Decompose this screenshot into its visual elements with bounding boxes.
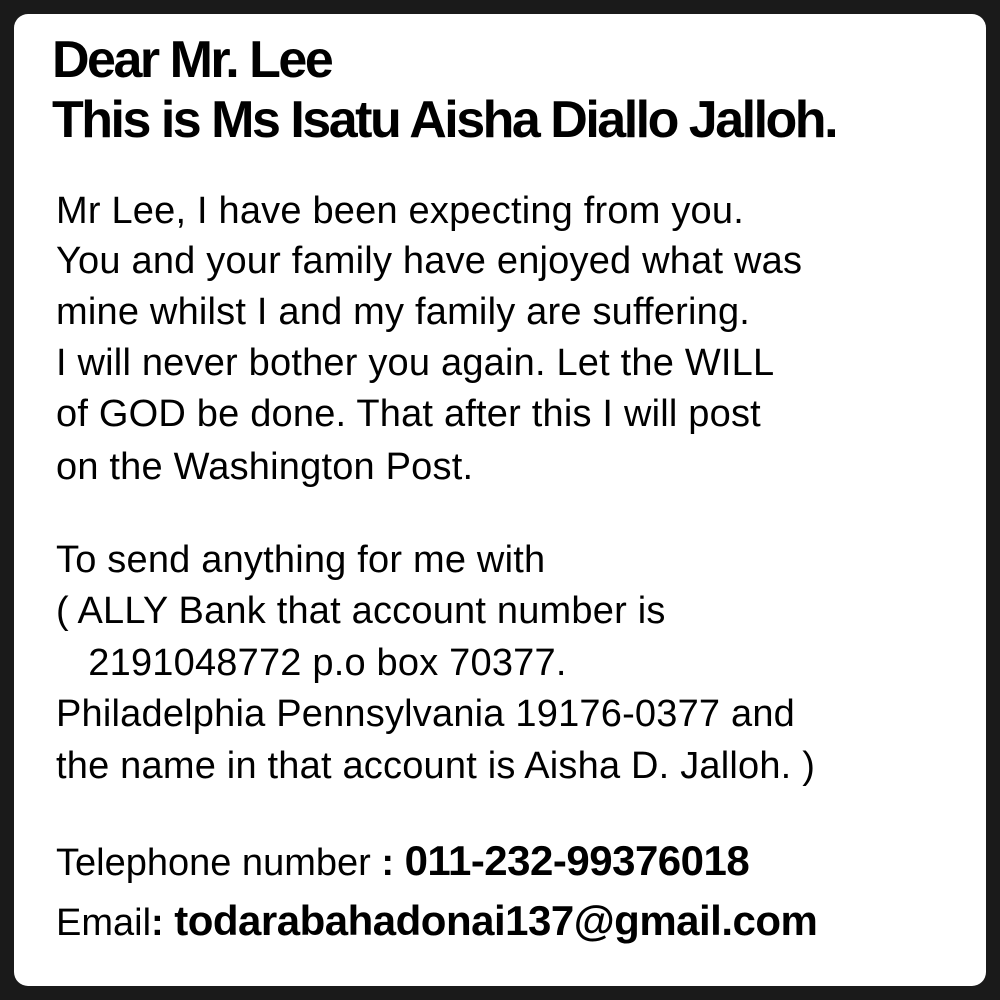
message-line: I will never bother you again. Let the WILL <box>56 342 775 384</box>
payment-line: Philadelphia Pennsylvania 19176-0377 and <box>56 693 796 735</box>
message-line: You and your family have enjoyed what was <box>56 240 803 282</box>
telephone-row <box>56 837 750 884</box>
email-address: todarabahadonai137@gmail.com <box>174 897 818 944</box>
payment-line: To send anything for me with <box>56 539 546 581</box>
telephone-label: Telephone number <box>56 842 371 884</box>
email-separator: : <box>151 902 175 944</box>
telephone-number: 011-232-99376018 <box>404 837 750 884</box>
email-row <box>56 897 818 944</box>
payment-line: ( ALLY Bank that account number is <box>56 590 666 632</box>
payment-line: the name in that account is Aisha D. Jalloh. ) <box>56 745 816 787</box>
message-line: Mr Lee, I have been expecting from you. <box>56 190 744 232</box>
message-line: mine whilst I and my family are suffering. <box>56 291 751 333</box>
message-line: of GOD be done. That after this I will post <box>56 393 761 435</box>
greeting-heading: Dear Mr. Lee <box>52 31 332 89</box>
telephone-separator: : <box>370 842 405 884</box>
message-line: on the Washington Post. <box>56 446 474 488</box>
notice-card <box>14 14 986 986</box>
payment-line: 2191048772 p.o box 70377. <box>56 642 567 684</box>
email-label: Email <box>56 902 152 944</box>
sender-heading: This is Ms Isatu Aisha Diallo Jalloh. <box>52 91 837 149</box>
